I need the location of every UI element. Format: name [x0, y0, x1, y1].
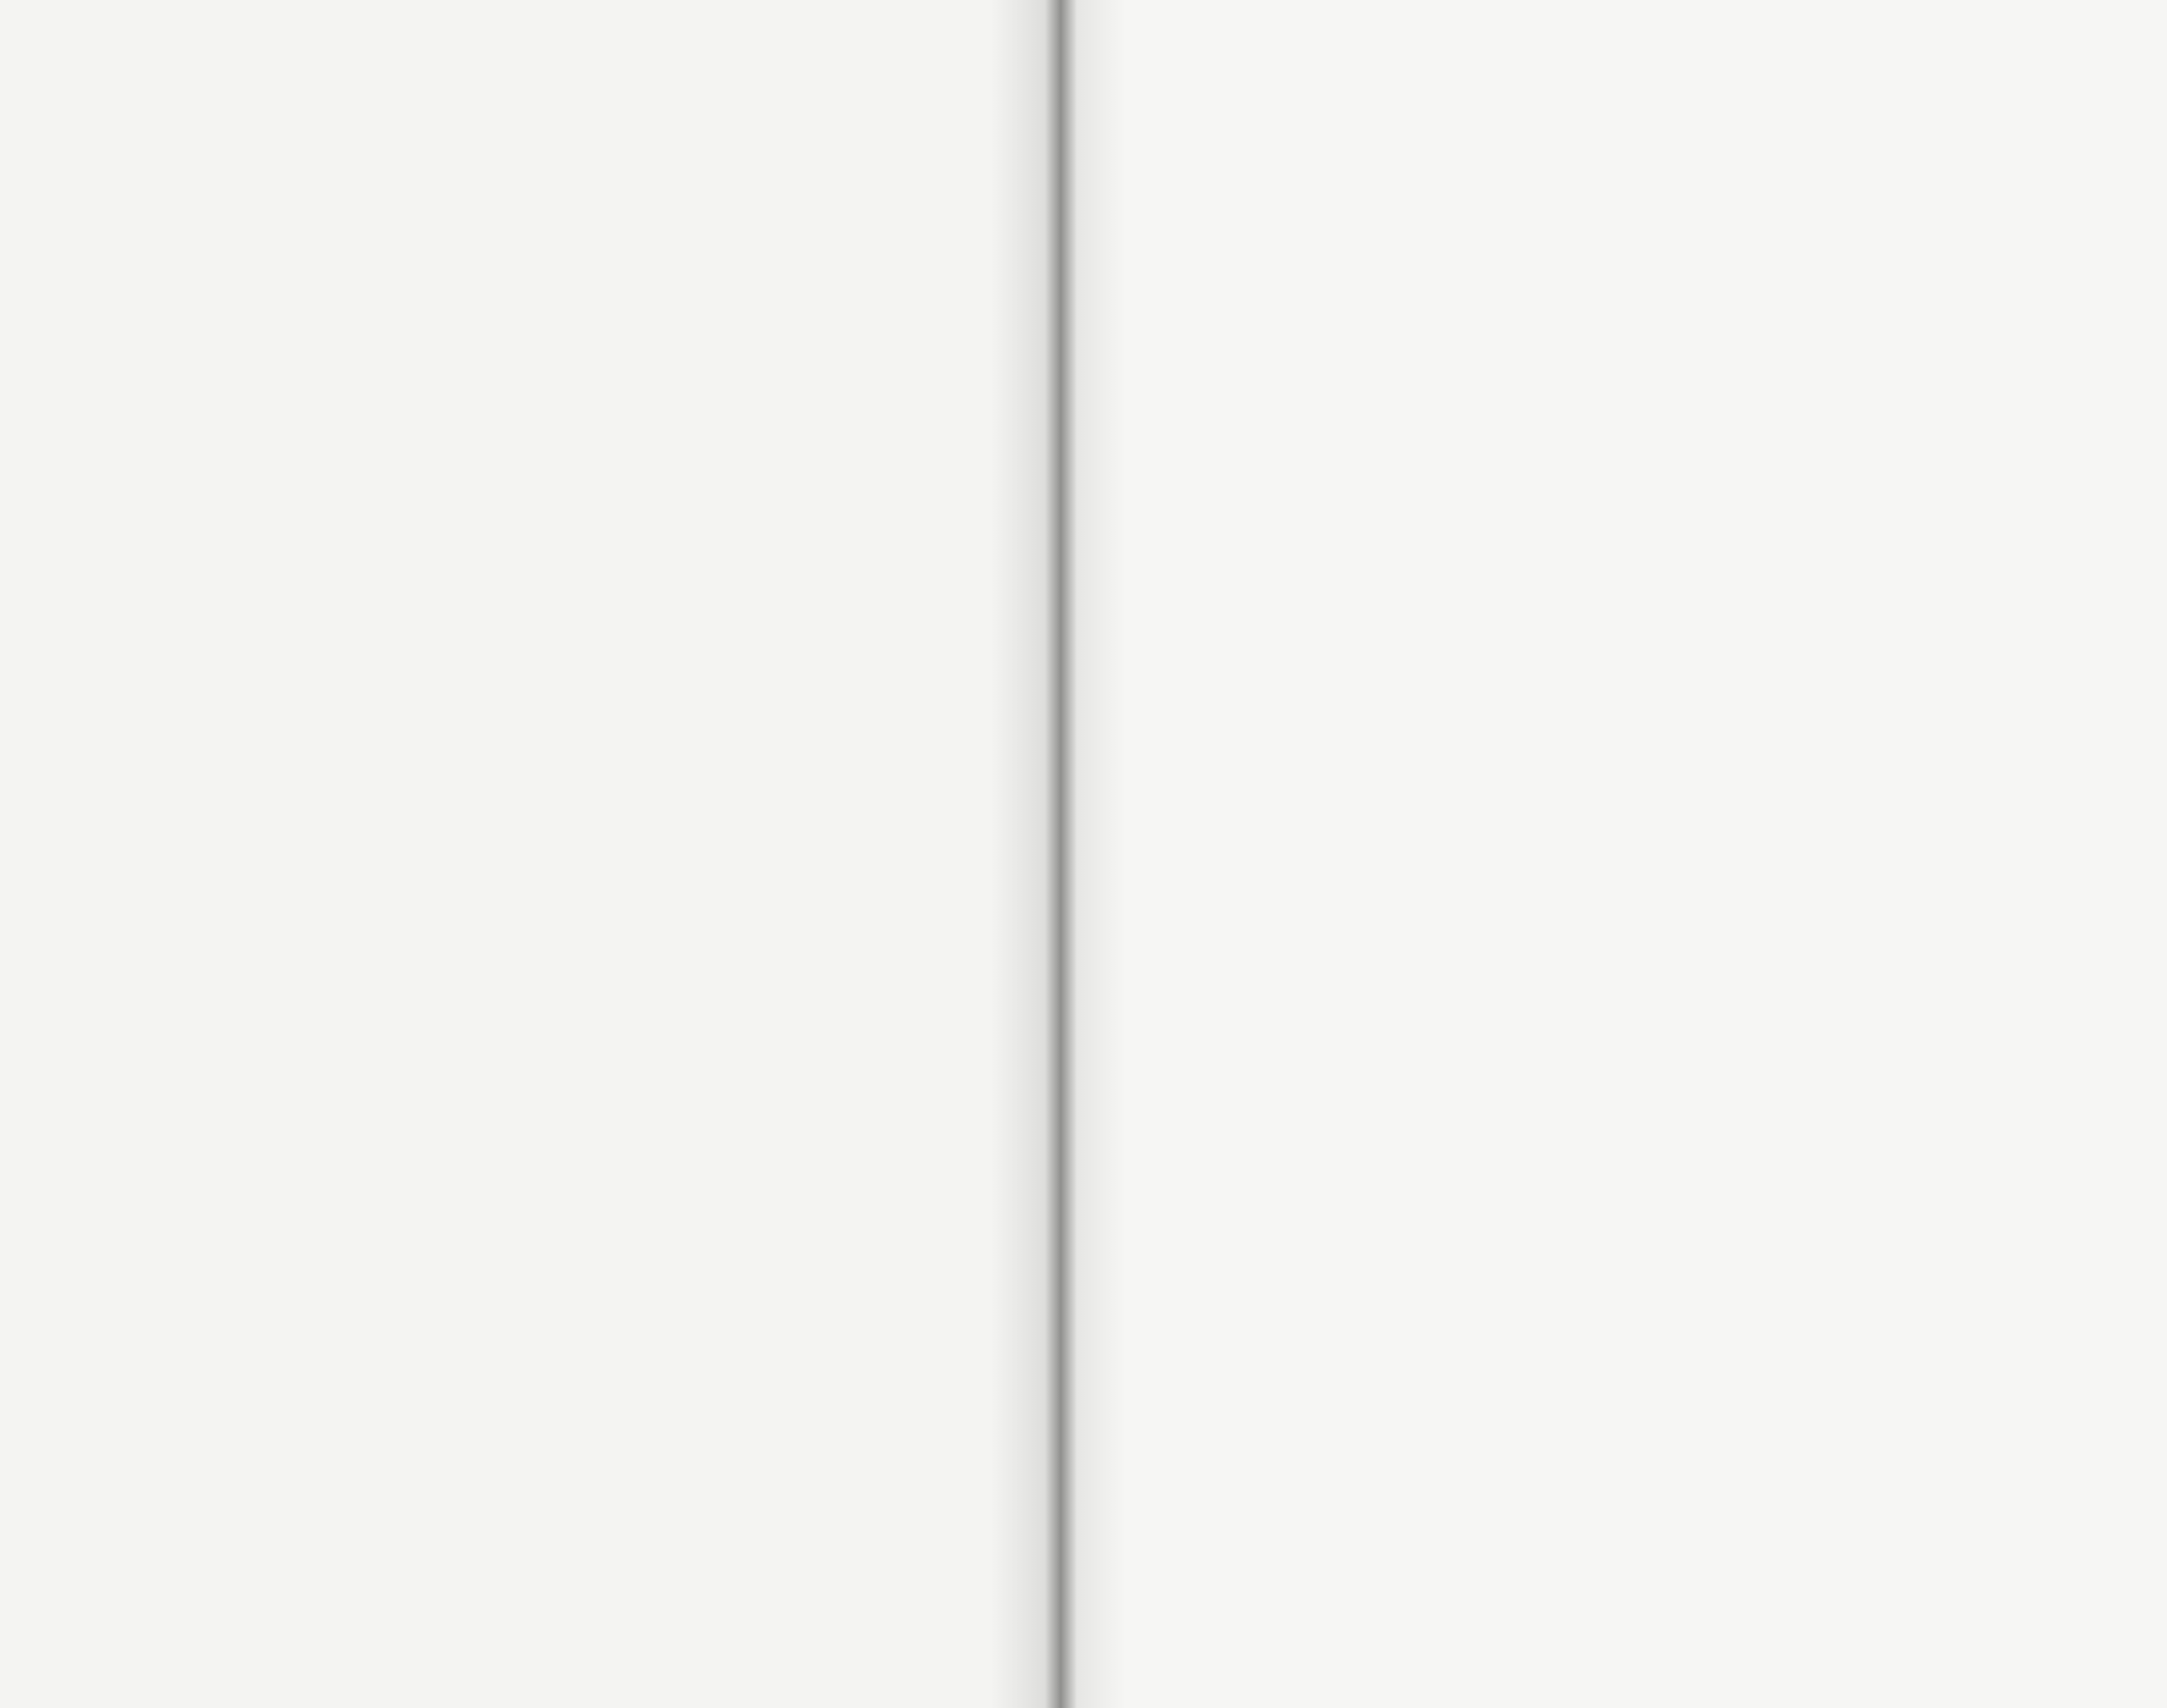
- book-gutter-shadow: [990, 0, 1126, 1708]
- left-page: [0, 0, 1075, 1708]
- right-page: [1075, 0, 2167, 1708]
